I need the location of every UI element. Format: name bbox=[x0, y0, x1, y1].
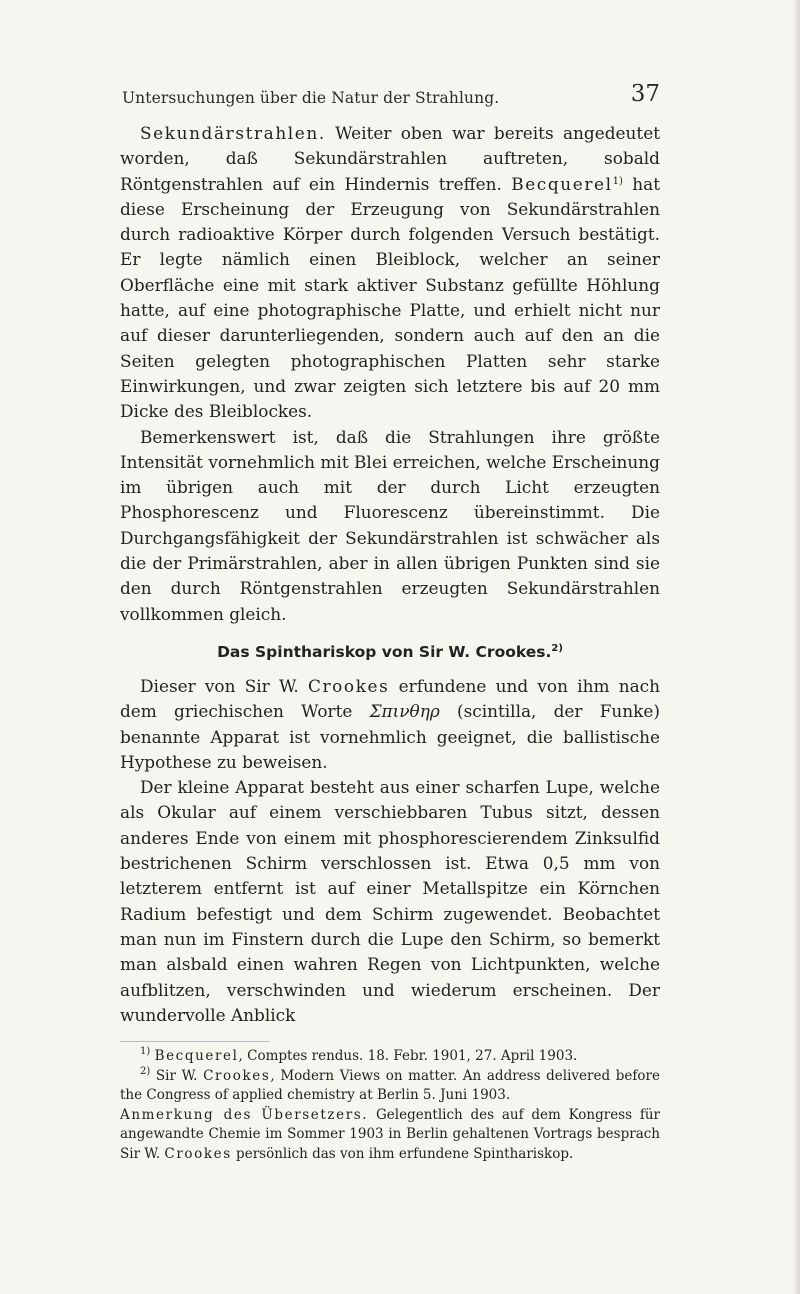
text-run: hat diese Erscheinung der Erzeugung von Sekundärstrahlen durch radioaktive Körper durch folgenden Versuch bestätigt. Er legte nämlich einen Bleiblock, welcher an seiner Oberfläche eine mit stark aktiver Substanz gefüllte Höhlung hatte, auf eine photographische Platte, und erhielt nicht nur auf dieser darunterliegenden, sondern auch auf den an die Seiten gelegten photographischen Platten sehr starke Einwirkungen, und zwar zeigten sich letztere bis auf 20 mm Dicke des Bleiblockes. bbox=[120, 173, 660, 422]
footnote-2 bbox=[120, 1067, 660, 1106]
author-name: Becquerel bbox=[154, 1048, 239, 1064]
paragraph-spinthariskop-2: Der kleine Apparat besteht aus einer scharfen Lupe, welche als Okular auf einem verschiebbaren Tubus sitzt, dessen anderes Ende von einem mit phosphorescierendem Zinksulfid bestrichenen Schirm verschlossen ist. Etwa 0,5 mm von letzterem entfernt ist auf einer Metallspitze ein Körnchen Radium befestigt und dem Schirm zugewendet. Beobachtet man nun im Finstern durch die Lupe den Schirm, so bemerkt man alsbald einen wahren Regen von Lichtpunkten, welche aufblitzen, verschwinden und wiederum erscheinen. Der wundervolle Anblick bbox=[120, 777, 660, 1025]
paragraph-sekundaerstrahlen-1 bbox=[120, 121, 660, 425]
footnotes bbox=[120, 1047, 660, 1164]
text-run: Weiter oben war bereits angedeutet worden, daß Sekundärstrahlen auftreten, sobald Röntgenstrahlen auf ein Hindernis treffen. bbox=[120, 123, 660, 194]
text-run: , Modern Views on matter. An address delivered before the Congress of applied chemistry at Berlin 5. Juni 1903. bbox=[120, 1067, 660, 1103]
author-name: Crookes bbox=[164, 1145, 232, 1162]
greek-word: Σπινθηρ bbox=[369, 701, 440, 722]
footnote-rule bbox=[120, 1041, 270, 1042]
translator-note bbox=[120, 1106, 660, 1165]
text-run: Sir W. bbox=[155, 1067, 204, 1084]
footnote-ref-2: 2) bbox=[551, 642, 563, 654]
page-number: 37 bbox=[630, 81, 660, 107]
footnote-ref-1: 1) bbox=[612, 175, 623, 187]
note-label: Anmerkung des Übersetzers. bbox=[120, 1106, 369, 1123]
paragraph-spinthariskop-1 bbox=[120, 674, 660, 775]
text-run: (scintilla, der Funke) benannte Apparat ist vornehmlich geeignet, die ballistische Hypothese zu beweisen. bbox=[120, 701, 661, 772]
page-edge-shadow bbox=[794, 0, 800, 1294]
author-name: Crookes bbox=[203, 1067, 271, 1084]
footnote-mark: 2) bbox=[140, 1065, 151, 1077]
author-name: Becquerel bbox=[511, 173, 613, 194]
text-run: Dieser von Sir W. bbox=[140, 675, 308, 696]
text-run: Gelegentlich des auf dem Kongress für angewandte Chemie im Sommer 1903 in Berlin gehaltenen Vortrags besprach Sir W. bbox=[120, 1106, 660, 1162]
page-header bbox=[120, 81, 660, 115]
running-title: Untersuchungen über die Natur der Strahlung. bbox=[122, 89, 500, 107]
main-text bbox=[120, 121, 660, 1028]
footnote-1 bbox=[120, 1047, 660, 1067]
run-in-term: Sekundärstrahlen. bbox=[140, 123, 326, 143]
heading-text: Das Spinthariskop von Sir W. Crookes. bbox=[217, 642, 552, 661]
text-run: persönlich das von ihm erfundene Spinthariskop. bbox=[231, 1145, 574, 1162]
text-run: erfundene und von ihm nach dem griechischen Worte bbox=[120, 675, 660, 722]
footnote-mark: 1) bbox=[140, 1046, 151, 1057]
author-name: Crookes bbox=[307, 675, 390, 696]
paragraph-sekundaerstrahlen-2: Bemerkenswert ist, daß die Strahlungen ihre größte Intensität vornehmlich mit Blei erreichen, welche Erscheinung im übrigen auch mit der durch Licht erzeugten Phosphorescenz und Fluorescenz übereinstimmt. Die Durchgangsfähigkeit der Sekundärstrahlen ist schwächer als die der Primärstrahlen, aber in allen übrigen Punkten sind sie den durch Röntgenstrahlen erzeugten Sekundärstrahlen vollkommen gleich. bbox=[120, 426, 660, 624]
text-run: , Comptes rendus. 18. Febr. 1901, 27. April 1903. bbox=[238, 1048, 578, 1064]
section-heading-spinthariskop bbox=[120, 640, 660, 664]
